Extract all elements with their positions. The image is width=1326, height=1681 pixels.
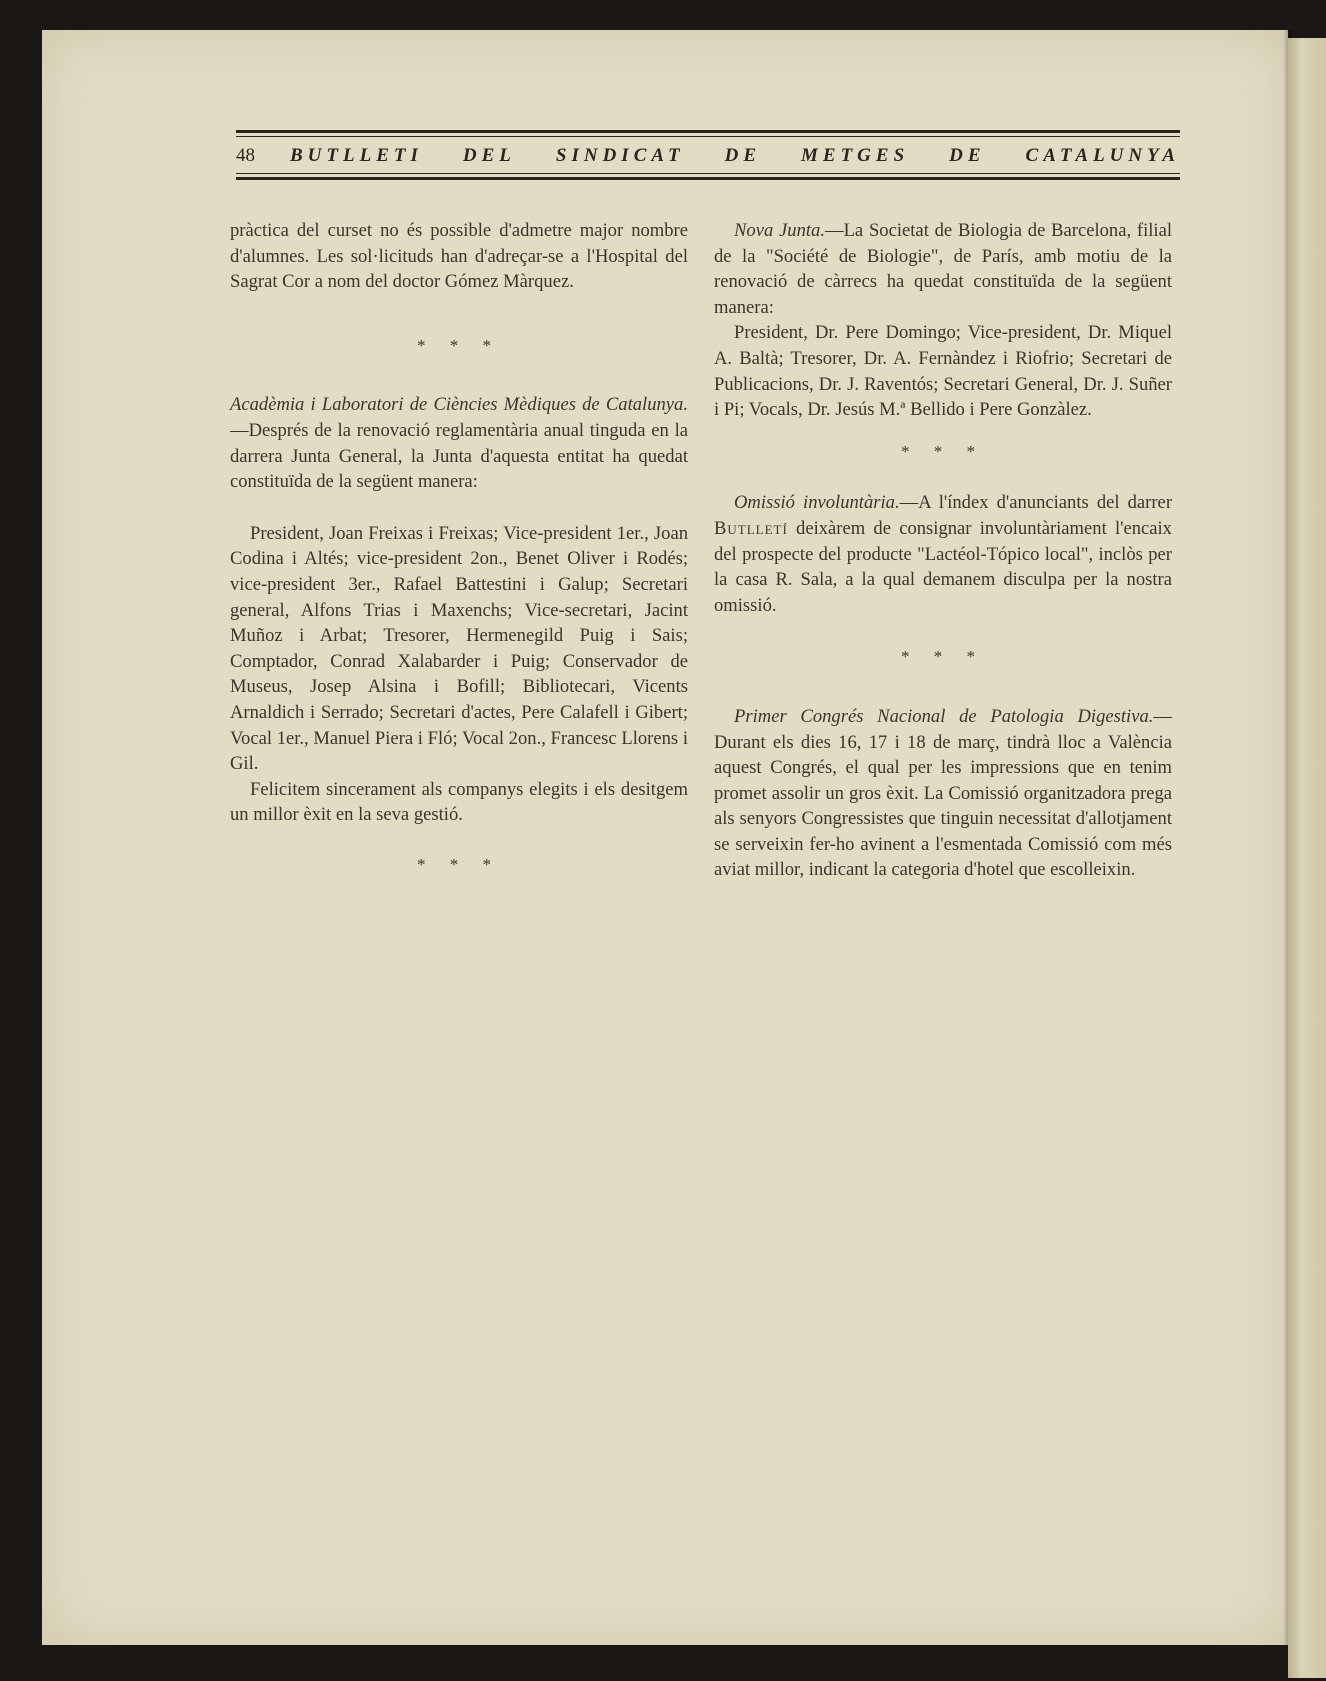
running-header: [236, 128, 1180, 182]
right-column: [714, 218, 1172, 883]
omissio-body-after: deixàrem de consignar involuntàriament l'encaix del prospecte del producte "Lactéol-Tópico local", inclòs per la casa R. Sala, a la qual demanem disculpa per la nostra omissió.: [714, 517, 1172, 616]
title-word: DE: [949, 145, 986, 166]
nova-junta-members: President, Dr. Pere Domingo; Vice-president, Dr. Miquel A. Baltà; Tresorer, Dr. A. Fernàndez i Riofrio; Secretari de Publicacions, Dr. J. Raventós; Secretari General, Dr. J. Suñer i Pi; Vocals, Dr. Jesús M.ª Bellido i Pere Gonzàlez.: [714, 322, 1172, 421]
title-word: METGES: [801, 145, 910, 166]
header-row: [236, 142, 1180, 170]
title-word: CATALUNYA: [1025, 145, 1180, 166]
congres-paragraph: [714, 704, 1172, 883]
title-word: BUTLLETI: [290, 145, 423, 166]
title-word: SINDICAT: [555, 145, 685, 166]
congres-heading: Primer Congrés Nacional de Patologia Digestiva.: [734, 705, 1154, 727]
nova-junta-paragraph: [714, 218, 1172, 320]
header-rule-top-thin: [236, 136, 1180, 137]
omissio-heading: Omissió involuntària.: [734, 492, 900, 514]
journal-title: [290, 145, 1180, 167]
section-separator: * * *: [901, 647, 985, 667]
section-separator: * * *: [417, 854, 501, 874]
title-word: DEL: [462, 145, 516, 166]
next-page-edge: [1288, 38, 1326, 1678]
congratulations-paragraph: Felicitem sincerament als companys elegits i els desitgem un millor èxit en la seva gestió.: [230, 778, 688, 826]
header-rule-bottom-thin: [236, 173, 1180, 174]
header-rule-bottom: [236, 177, 1180, 180]
butlleti-smallcaps: Butlletí: [714, 517, 788, 539]
section-separator: * * *: [417, 335, 501, 355]
section-separator: * * *: [901, 441, 985, 461]
academia-paragraph: [230, 392, 688, 494]
page-number: 48: [236, 145, 255, 166]
continuation-paragraph: pràctica del curset no és possible d'admetre major nombre d'alumnes. Les sol·licituds han d'adreçar-se a l'Hospital del Sagrat Cor a nom del doctor Gómez Màrquez.: [230, 220, 688, 293]
academia-heading: Acadèmia i Laboratori de Ciències Mèdiques de Catalunya.: [230, 394, 688, 416]
left-column: [230, 218, 688, 877]
nova-junta-heading: Nova Junta.: [734, 220, 825, 241]
academia-body: —Després de la renovació reglamentària anual tinguda en la darrera Junta General, la Junta d'aquesta entitat ha quedat constituïda de la següent manera:: [230, 419, 688, 493]
omissio-body-before: —A l'índex d'anunciants del darrer: [899, 492, 1173, 514]
header-rule-top: [236, 130, 1180, 133]
omissio-paragraph: [714, 490, 1172, 618]
congres-body: —Durant els dies 16, 17 i 18 de març, tindrà lloc a València aquest Congrés, el qual per les impressions que en tenim promet assolir un gros èxit. La Comissió organitzadora prega als senyors Congressistes que tinguin necessitat d'allotjament se serveixin fer-ho avinent a l'esmentada Comissió com més aviat millor, indicant la categoria d'hotel que escolleixin.: [714, 705, 1172, 881]
title-word: DE: [724, 145, 761, 166]
nova-junta-body: —La Societat de Biologia de Barcelona, filial de la "Société de Biologie", de París, amb motiu de la renovació de càrrecs ha quedat constituïda de la següent manera:: [714, 220, 1172, 318]
academia-members: President, Joan Freixas i Freixas; Vice-president 1er., Joan Codina i Altés; vice-president 2on., Benet Oliver i Rodés; vice-president 3er., Rafael Battestini i Galup; Secretari general, Alfons Trias i Maxenchs; Vice-secretari, Jacint Muñoz i Arbat; Tresorer, Hermenegild Puig i Sais; Comptador, Conrad Xalabarder i Puig; Conservador de Museus, Josep Alsina i Bofill; Bibliotecari, Vicents Arnaldich i Serrado; Secretari d'actes, Pere Calafell i Gibert; Vocal 1er., Manuel Piera i Fló; Vocal 2on., Francesc Llorens i Gil.: [230, 522, 688, 775]
